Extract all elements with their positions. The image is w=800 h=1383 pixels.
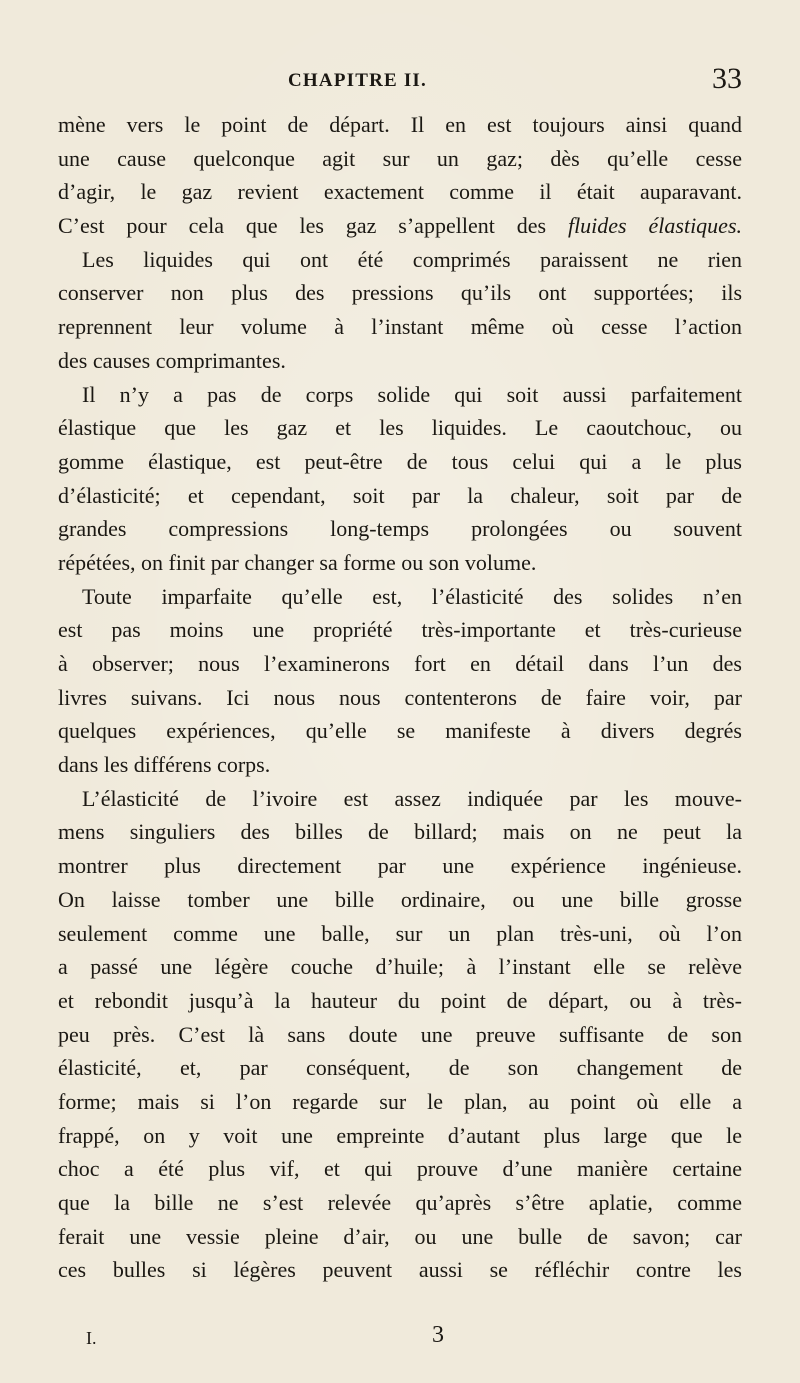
text-line-24: On laisse tomber une bille ordinaire, ou une bille grosse (58, 886, 742, 912)
text-line-5: Les liquides qui ont été comprimés paraissent ne rien (82, 246, 742, 272)
text-line-21: L’élasticité de l’ivoire est assez indiquée par les mouve- (82, 785, 742, 811)
text-line-12: d’élasticité; et cependant, soit par la chaleur, soit par de (58, 482, 742, 508)
signature-mark: I. (86, 1328, 97, 1348)
text-line-31: frappé, on y voit une empreinte d’autant plus large que le (58, 1122, 742, 1148)
running-title: CHAPITRE II. (288, 70, 427, 91)
text-line-23: montrer plus directement par une expérience ingénieuse. (58, 853, 742, 879)
text-line-4 (58, 209, 742, 243)
text-line-16: est pas moins une propriété très-importante et très-curieuse (58, 617, 742, 643)
text-line-35: ces bulles si légères peuvent aussi se réfléchir contre les (58, 1257, 742, 1283)
text-line-4-prefix: C’est pour cela que les gaz s’appellent des (58, 213, 568, 239)
text-line-13: grandes compressions long-temps prolongées ou souvent (58, 516, 742, 542)
text-line-15: Toute imparfaite qu’elle est, l’élasticité des solides n’en (82, 583, 742, 609)
text-line-32: choc a été plus vif, et qui prouve d’une manière certaine (58, 1156, 742, 1182)
text-line-27: et rebondit jusqu’à la hauteur du point de départ, ou à très- (58, 987, 742, 1013)
text-line-18: livres suivans. Ici nous nous contenterons de faire voir, par (58, 684, 742, 710)
text-line-26: a passé une légère couche d’huile; à l’instant elle se relève (58, 954, 742, 980)
text-line-25: seulement comme une balle, sur un plan très-uni, où l’on (58, 920, 742, 946)
text-line-10: élastique que les gaz et les liquides. Le caoutchouc, ou (58, 415, 742, 441)
text-line-2: une cause quelconque agit sur un gaz; dès qu’elle cesse (58, 145, 742, 171)
text-line-22: mens singuliers des billes de billard; mais on ne peut la (58, 819, 742, 845)
text-line-19: quelques expériences, qu’elle se manifeste à divers degrés (58, 718, 742, 744)
sheet-number: 3 (432, 1322, 444, 1348)
text-line-8: des causes comprimantes. (58, 347, 286, 373)
text-line-11: gomme élastique, est peut-être de tous celui qui a le plus (58, 448, 742, 474)
text-line-20: dans les différens corps. (58, 752, 271, 778)
page-header (58, 62, 742, 102)
text-line-3: d’agir, le gaz revient exactement comme il était auparavant. (58, 179, 742, 205)
page-footer (58, 1322, 742, 1356)
text-line-28: peu près. C’est là sans doute une preuve suffisante de son (58, 1021, 742, 1047)
text-line-7: reprennent leur volume à l’instant même où cesse l’action (58, 314, 742, 340)
page-number: 33 (712, 62, 742, 95)
text-line-34: ferait une vessie pleine d’air, ou une bulle de savon; car (58, 1223, 742, 1249)
text-line-29: élasticité, et, par conséquent, de son changement de (58, 1055, 742, 1081)
text-line-33: que la bille ne s’est relevée qu’après s’être aplatie, comme (58, 1190, 742, 1215)
text-line-1: mène vers le point de départ. Il en est toujours ainsi quand (58, 112, 742, 137)
text-line-14: répétées, on finit par changer sa forme ou son volume. (58, 549, 537, 575)
text-line-30: forme; mais si l’on regarde sur le plan, au point où elle a (58, 1088, 742, 1114)
italic-term: fluides élastiques. (567, 213, 742, 239)
text-line-9: Il n’y a pas de corps solide qui soit aussi parfaitement (82, 381, 742, 407)
text-line-6: conserver non plus des pressions qu’ils ont supportées; ils (58, 280, 742, 306)
text-line-17: à observer; nous l’examinerons fort en détail dans l’un des (58, 651, 742, 676)
body-text (58, 108, 742, 1287)
